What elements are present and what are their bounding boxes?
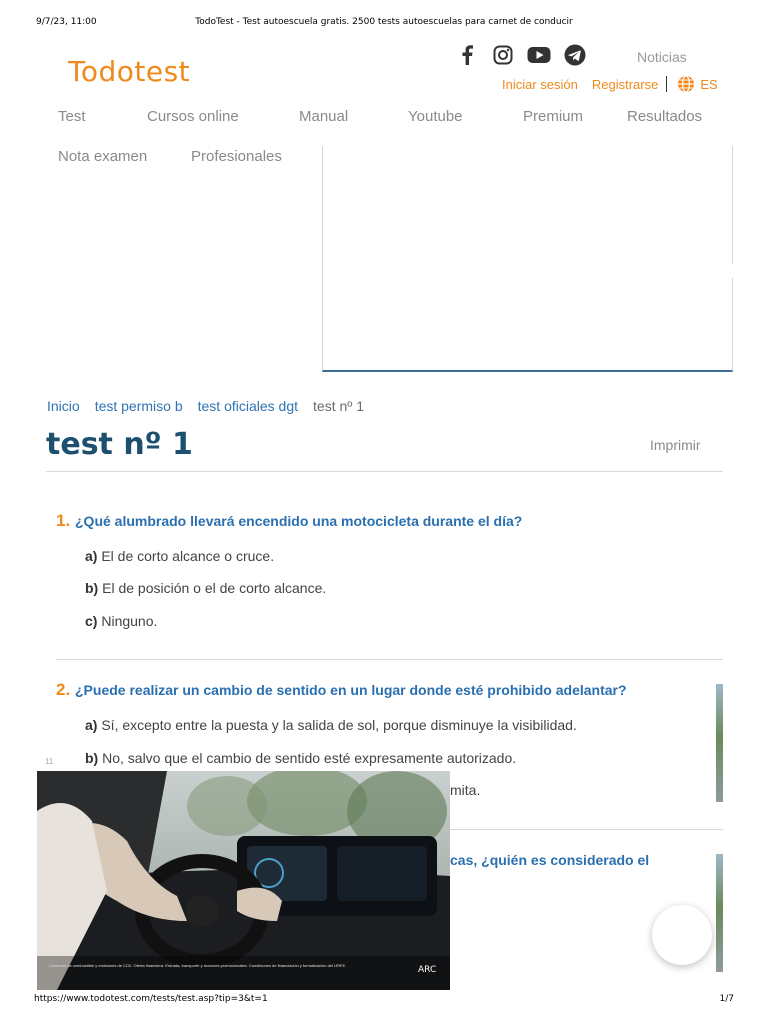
question-2 — [56, 680, 723, 798]
print-page-title: TodoTest - Test autoescuela gratis. 2500 tests autoescuelas para carnet de conducir — [195, 17, 573, 27]
question-number: 2. — [56, 680, 71, 699]
divider — [56, 659, 723, 660]
option-c[interactable]: c) Ninguno. — [85, 613, 158, 629]
nav-item-profesionales[interactable]: Profesionales — [191, 148, 282, 165]
globe-icon — [677, 75, 695, 93]
question-image — [716, 854, 723, 972]
nav-item-premium[interactable]: Premium — [523, 108, 584, 125]
option-a[interactable]: a) Sí, excepto entre la puesta y la salida de sol, porque disminuye la visibilidad. — [85, 717, 577, 733]
site-logo[interactable]: Todotest — [68, 55, 191, 88]
nav-item-test[interactable]: Test — [58, 108, 86, 125]
ad-fine-print: Consumo de combustible y emisiones de CO2. Oferta financiera. Entrada, transporte y acciones promocionales. Condiciones de financiación y formalización del IJRFE. — [49, 963, 347, 968]
noticias-link[interactable]: Noticias — [637, 49, 687, 65]
print-header — [0, 17, 768, 31]
divider — [46, 471, 723, 472]
youtube-icon[interactable] — [527, 44, 551, 66]
nav-item-resultados[interactable]: Resultados — [627, 108, 703, 125]
floating-action-button[interactable] — [652, 905, 712, 965]
login-link[interactable]: Iniciar sesión — [502, 76, 578, 92]
breadcrumb-current: test nº 1 — [313, 398, 365, 414]
ad-brand: ARC — [418, 965, 437, 975]
option-b[interactable]: b) El de posición o el de corto alcance. — [85, 580, 327, 596]
option-a[interactable]: a) El de corto alcance o cruce. — [85, 548, 275, 564]
language-label: ES — [700, 76, 718, 92]
nav-item-cursos-online[interactable]: Cursos online — [147, 108, 239, 125]
side-number: 11 — [45, 757, 54, 766]
question-number: 1. — [56, 511, 71, 530]
ad-frame — [322, 146, 733, 372]
question-text: cas, ¿quién es considerado el — [450, 852, 650, 868]
print-page-count: 1/7 — [719, 994, 734, 1004]
question-3 — [450, 852, 700, 870]
print-button[interactable]: Imprimir — [650, 437, 701, 453]
print-date: 9/7/23, 11:00 — [36, 17, 97, 27]
social-links — [455, 44, 587, 66]
breadcrumb — [47, 398, 364, 414]
print-url: https://www.todotest.com/tests/test.asp?tip=3&t=1 — [34, 994, 268, 1004]
register-link[interactable]: Registrarse — [591, 76, 659, 92]
instagram-icon[interactable] — [491, 44, 515, 66]
divider — [666, 76, 667, 92]
question-text: ¿Qué alumbrado llevará encendido una motocicleta durante el día? — [75, 513, 523, 529]
option-c-partial[interactable]: mita. — [450, 782, 481, 798]
video-ad[interactable] — [37, 771, 450, 990]
language-selector[interactable] — [677, 75, 717, 93]
auth-bar — [502, 75, 718, 93]
facebook-icon[interactable] — [455, 44, 479, 66]
nav-item-nota-examen[interactable]: Nota examen — [58, 148, 148, 165]
question-1 — [56, 511, 723, 629]
option-b[interactable]: b) No, salvo que el cambio de sentido esté expresamente autorizado. — [85, 750, 517, 766]
question-image — [716, 684, 723, 802]
telegram-icon[interactable] — [563, 44, 587, 66]
breadcrumb-test-permiso-b[interactable]: test permiso b — [94, 398, 183, 414]
breadcrumb-test-oficiales-dgt[interactable]: test oficiales dgt — [197, 398, 299, 414]
page-title: test nº 1 — [46, 427, 193, 462]
breadcrumb-inicio[interactable]: Inicio — [47, 398, 80, 414]
question-text: ¿Puede realizar un cambio de sentido en un lugar donde esté prohibido adelantar? — [75, 682, 627, 698]
nav-item-manual[interactable]: Manual — [299, 108, 349, 125]
car-interior-image — [37, 771, 450, 990]
nav-item-youtube[interactable]: Youtube — [408, 108, 463, 125]
